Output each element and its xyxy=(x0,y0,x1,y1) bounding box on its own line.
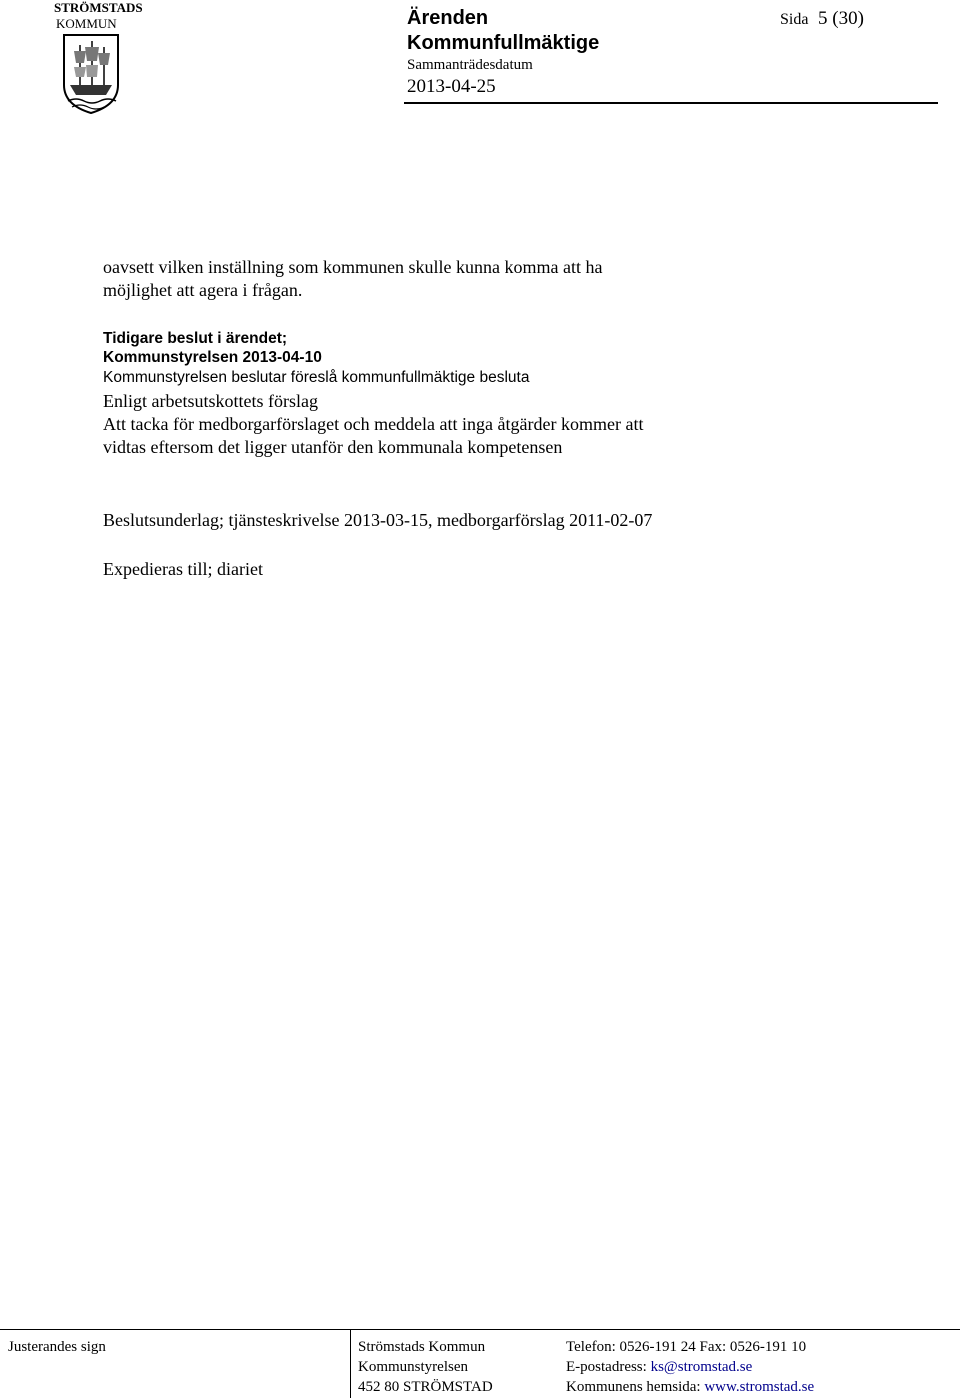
committee-name: Kommunfullmäktige xyxy=(407,32,600,54)
footer-column-divider xyxy=(350,1329,351,1398)
footer-email-row xyxy=(566,1357,752,1377)
footer-org-dept: Kommunstyrelsen xyxy=(358,1359,468,1375)
footer-divider xyxy=(0,1329,960,1330)
previous-decisions-heading: Tidigare beslut i ärendet; xyxy=(103,330,288,347)
footer-org-address: 452 80 STRÖMSTAD xyxy=(358,1379,493,1395)
meeting-date: 2013-04-25 xyxy=(407,76,496,97)
page-number: 5 (30) xyxy=(818,8,864,29)
paragraph-line: möjlighet att agera i frågan. xyxy=(103,280,303,300)
justifying-signature-label: Justerandes sign xyxy=(8,1339,106,1355)
dispatch-to: Expedieras till; diariet xyxy=(103,559,263,579)
previous-decision-text: Kommunstyrelsen beslutar föreslå kommunfullmäktige besluta xyxy=(103,369,530,386)
footer-email-label: E-postadress: xyxy=(566,1359,647,1375)
proposal-intro: Enligt arbetsutskottets förslag xyxy=(103,391,318,411)
org-name: STRÖMSTADS xyxy=(54,0,143,15)
meeting-date-label: Sammanträdesdatum xyxy=(407,57,533,73)
coat-of-arms-icon xyxy=(62,33,120,115)
footer-web-row xyxy=(566,1377,814,1397)
previous-decisions-subheading: Kommunstyrelsen 2013-04-10 xyxy=(103,349,322,366)
page-label: Sida xyxy=(780,11,809,28)
decision-basis: Beslutsunderlag; tjänsteskrivelse 2013-03-15, medborgarförslag 2011-02-07 xyxy=(103,510,653,530)
proposal-line: vidtas eftersom det ligger utanför den kommunala kompetensen xyxy=(103,437,563,457)
footer-email-link[interactable]: ks@stromstad.se xyxy=(650,1359,753,1375)
footer-org-name: Strömstads Kommun xyxy=(358,1339,486,1355)
proposal-line: Att tacka för medborgarförslaget och meddela att inga åtgärder kommer att xyxy=(103,414,644,434)
header-divider xyxy=(404,102,938,104)
footer-web-link[interactable]: www.stromstad.se xyxy=(704,1379,815,1395)
footer-web-label: Kommunens hemsida: xyxy=(566,1379,701,1395)
footer-phone-fax: Telefon: 0526-191 24 Fax: 0526-191 10 xyxy=(566,1339,807,1355)
document-type-title: Ärenden xyxy=(407,7,489,29)
org-sub: KOMMUN xyxy=(56,16,117,31)
paragraph-line: oavsett vilken inställning som kommunen skulle kunna komma att ha xyxy=(103,257,603,277)
